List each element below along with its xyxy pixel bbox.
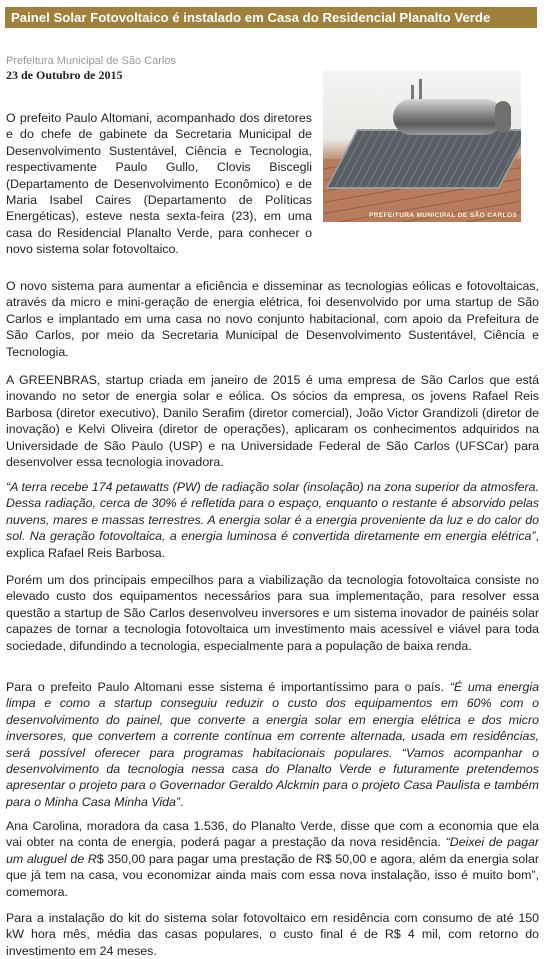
- article-photo: [323, 71, 521, 222]
- quote-text: “A terra recebe 174 petawatts (PW) de radiação solar (insolação) na zona superior da atmosfera. Dessa radiação, cerca de 30% é refletida para o espaço, enquanto o restante é absorvido pelas nuvens, mares e massas terrestres. A energia solar é a energia proveniente da luz e do calor do sol. Na geração fotovoltaica, a energia luminosa é convertida diretamente em energia elétrica”: [6, 480, 539, 544]
- paragraph-lead: Ana Carolina, moradora da casa 1.536, do Planalto Verde, disse que com a economia que ela vai obter na conta de energia, poderá pagar a prestação da nova residência.: [6, 819, 539, 850]
- quote-text-cont: $ 350,00 para pagar uma prestação de R$ 50,00 e agora, além da energia solar que já tem na casa, vou economizar ainda mais com essa nova instalação, isso é muito bom”: [6, 851, 539, 883]
- article-source: Prefeitura Municipal de São Carlos: [6, 55, 176, 67]
- photo-tank-cap: [495, 101, 511, 133]
- photo-watermark: PREFEITURA MUNICIPAL DE SÃO CARLOS: [369, 212, 518, 219]
- paragraph-1: O prefeito Paulo Altomani, acompanhado dos diretores e do chefe de gabinete da Secretaria Municipal de Desenvolvimento Sustentável, Ciência e Tecnologia, respectivamente Paulo Gullo, Clovis Biscegli (Departamento de Desenvolvimento Econômico) e de Maria Isabel Caires (Departamento de Políticas Energéticas), esteve nesta sexta-feira (23), em uma casa do Residencial Planalto Verde, para conhecer o novo sistema solar fotovoltaico.: [6, 111, 312, 257]
- photo-water-tank: [393, 99, 503, 135]
- paragraph-tail: .: [180, 794, 184, 809]
- paragraph-8: Para a instalação do kit do sistema solar fotovoltaico em residência com consumo de até 150 kW hora mês, média das casas populares, o custo final é de R$ 4 mil, com retorno do investimento em 24 meses.: [6, 911, 539, 958]
- photo-solar-panel: [325, 129, 521, 189]
- paragraph-2: O novo sistema para aumentar a eficiência e disseminar as tecnologias eólicas e fotovoltaicas, através da micro e mini-geração de energia elétrica, foi desenvolvido por uma startup de São Carlos e implantado em uma casa no novo conjunto habitacional, com apoio da Prefeitura de São Carlos, por meio da Secretaria Municipal de Desenvolvimento Sustentável, Ciência e Tecnologia.: [6, 279, 539, 359]
- paragraph-7: [6, 818, 539, 900]
- paragraph-3: A GREENBRAS, startup criada em janeiro de 2015 é uma empresa de São Carlos que está inovando no setor de energia solar e eólica. Os sócios da empresa, os jovens Rafael Reis Barbosa (diretor executivo), Danilo Serafim (diretor comercial), João Victor Grandizoli (diretor de inovação) e Kelvi Oliveira (diretor de operações), aplicaram os conhecimentos adquiridos na Universidade de São Paulo (USP) e na Universidade Federal de São Carlos (UFSCar) para desenvolver essa tecnologia inovadora.: [6, 373, 539, 470]
- paragraph-tail: , comemora.: [6, 868, 539, 899]
- quote-text: “Deixei de pagar um aluguel de R: [6, 835, 539, 866]
- article-title: Painel Solar Fotovoltaico é instalado em Casa do Residencial Planalto Verde: [5, 7, 537, 28]
- quote-attribution: , explica Rafael Reis Barbosa.: [6, 529, 539, 560]
- paragraph-lead: Para o prefeito Paulo Altomani esse sistema é importantíssimo para o país.: [6, 680, 450, 694]
- paragraph-6: [6, 679, 539, 810]
- quote-text: “É uma energia limpa e como a startup conseguiu reduzir o custo dos equipamentos em 60% com o desenvolvimento do painel, que converte a energia solar em energia elétrica e dos micro inversores, que convertem a corrente contínua em corrente alternada, usada em residências, será possível oferecer para programas habitacionais populares. “Vamos acompanhar o desenvolvimento da tecnologia nessa casa do Planalto Verde e futuramente pretendemos apresentar o projeto para o Governador Geraldo Alckmin para o projeto Casa Paulista e também para o Minha Casa Minha Vida”: [6, 680, 539, 809]
- paragraph-5: Porém um dos principais empecilhos para a viabilização da tecnologia fotovoltaica consiste no elevado custo dos equipamentos necessários para sua implementação, para resolver essa questão a startup de São Carlos desenvolveu inversores e um sistema inovador de painéis solar capazes de tornar a tecnologia fotovoltaica um investimento mais acessível e viável para toda sociedade, difundindo a tecnologia, especialmente para a população de baixa renda.: [6, 573, 539, 653]
- article-date: 23 de Outubro de 2015: [6, 68, 123, 82]
- paragraph-4: [6, 479, 539, 561]
